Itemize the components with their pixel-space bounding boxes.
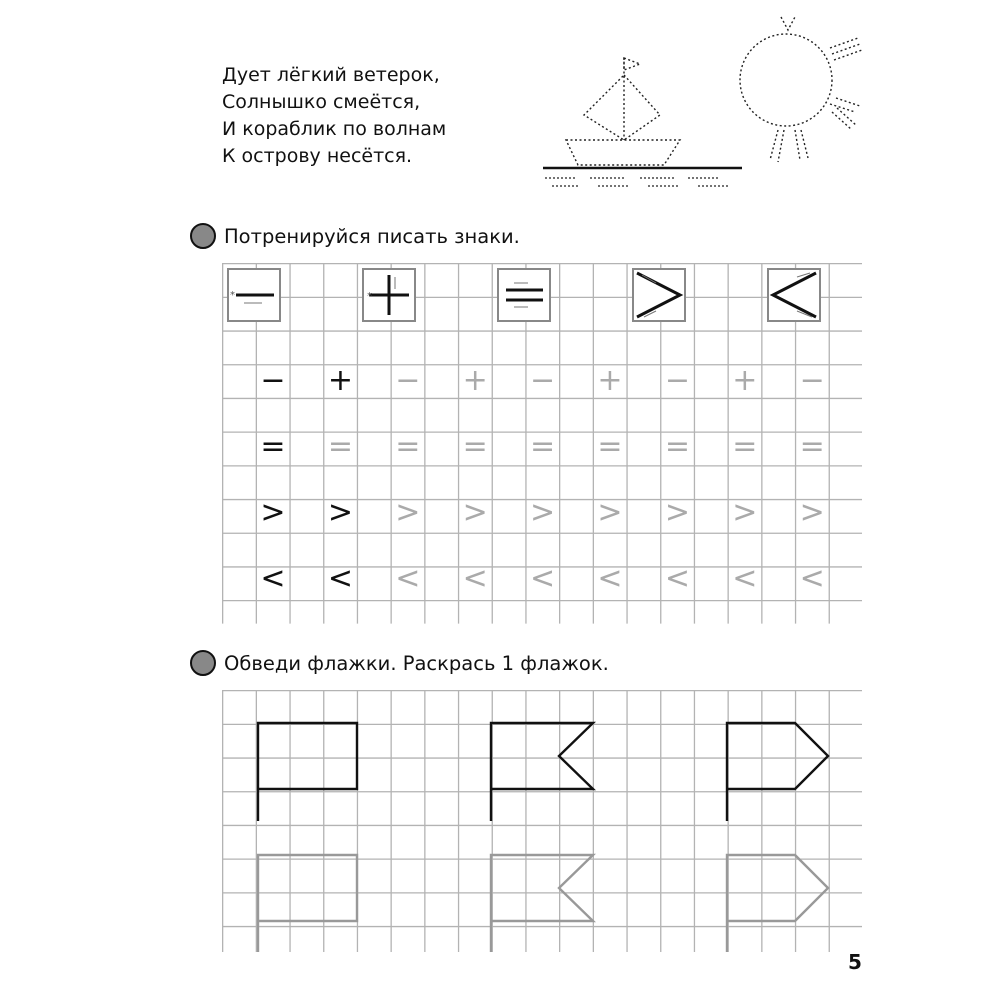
task2-heading xyxy=(190,650,609,676)
practice-symbol: < xyxy=(260,561,286,596)
practice-symbol: − xyxy=(395,363,421,398)
page-number: 5 xyxy=(848,950,862,974)
task1-heading xyxy=(190,223,520,249)
poem-line: К острову несётся. xyxy=(222,145,413,167)
practice-symbol: + xyxy=(327,363,353,398)
practice-symbol: − xyxy=(664,363,690,398)
practice-symbol: − xyxy=(799,363,825,398)
practice-symbol: + xyxy=(597,363,623,398)
poem-line: Солнышко смеётся, xyxy=(222,91,421,113)
practice-symbol: = xyxy=(664,429,690,464)
waves-image xyxy=(545,178,728,186)
practice-symbol: < xyxy=(327,561,353,596)
sign-box-equals xyxy=(498,269,550,321)
practice-symbol: < xyxy=(799,561,825,596)
practice-symbol: < xyxy=(732,561,758,596)
practice-symbol: > xyxy=(664,495,690,530)
flag-rectangle-trace xyxy=(258,855,357,952)
flag-notched-trace xyxy=(491,855,593,952)
sign-box-greater-than xyxy=(633,269,685,321)
practice-symbol: − xyxy=(260,363,286,398)
poem-line: Дует лёгкий ветерок, xyxy=(222,64,440,86)
sun-image xyxy=(740,17,862,162)
practice-symbol: > xyxy=(395,495,421,530)
task-bullet xyxy=(190,650,216,676)
svg-text:*: * xyxy=(230,290,235,301)
sailboat-image xyxy=(566,58,680,165)
sign-box-plus xyxy=(363,269,415,321)
practice-symbol: = xyxy=(395,429,421,464)
practice-symbol: < xyxy=(597,561,623,596)
practice-symbol: = xyxy=(327,429,353,464)
flags-grid xyxy=(222,690,862,952)
practice-symbol: = xyxy=(732,429,758,464)
poem-line: И кораблик по волнам xyxy=(222,118,447,140)
sign-box-minus xyxy=(228,269,280,321)
practice-symbol: > xyxy=(260,495,286,530)
task2-text: Обведи флажки. Раскрась 1 флажок. xyxy=(224,651,609,675)
practice-symbol: = xyxy=(799,429,825,464)
practice-symbol: = xyxy=(260,429,286,464)
sign-box-less-than xyxy=(768,269,820,321)
practice-symbol: < xyxy=(530,561,556,596)
flag-rectangle-dark xyxy=(258,723,357,821)
task1-text: Потренируйся писать знаки. xyxy=(224,224,520,248)
svg-text:*: * xyxy=(367,291,372,302)
signs-practice-grid xyxy=(222,263,862,625)
practice-symbol: > xyxy=(597,495,623,530)
practice-symbol: < xyxy=(462,561,488,596)
practice-symbol: > xyxy=(732,495,758,530)
flag-notched-dark xyxy=(491,723,593,821)
task-bullet xyxy=(190,223,216,249)
practice-symbol: − xyxy=(530,363,556,398)
practice-symbol: < xyxy=(395,561,421,596)
practice-symbol: > xyxy=(327,495,353,530)
flag-pointed-trace xyxy=(727,855,828,952)
practice-symbol: < xyxy=(664,561,690,596)
practice-symbol: > xyxy=(799,495,825,530)
poem xyxy=(222,62,446,170)
practice-symbol: > xyxy=(462,495,488,530)
practice-symbol: + xyxy=(462,363,488,398)
practice-symbol: = xyxy=(462,429,488,464)
practice-symbol: + xyxy=(732,363,758,398)
flag-pointed-dark xyxy=(727,723,828,821)
practice-symbol: = xyxy=(530,429,556,464)
practice-symbol: = xyxy=(597,429,623,464)
practice-symbol: > xyxy=(530,495,556,530)
